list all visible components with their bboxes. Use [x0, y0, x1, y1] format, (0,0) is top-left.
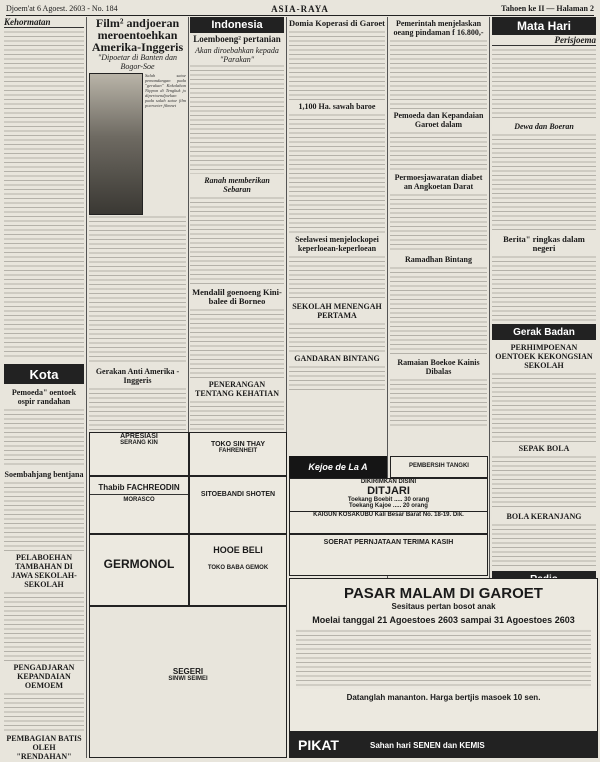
- ad-thabib: [89, 476, 189, 534]
- ad-title: Kejoe de La A: [308, 462, 368, 472]
- ad-situbandi: [189, 476, 287, 534]
- ad-title: PEMBERSIH TANGKI: [409, 463, 469, 469]
- section-heading: Perisjoema: [492, 35, 596, 46]
- masthead: [6, 2, 594, 16]
- article-text: [390, 131, 487, 171]
- article-heading: Soembahjang bentjana: [4, 470, 84, 479]
- article-heading: PENGADJARAN KEPANDAIAN OEMOEM: [13, 663, 75, 690]
- article-heading: SEPAK BOLA: [518, 444, 570, 453]
- article-heading: Gerakan Anti Amerika - Inggeris: [95, 367, 180, 385]
- ad-line: Toekang Kajoe ..... 20 orang: [349, 503, 428, 509]
- article-text: [492, 523, 596, 568]
- ad-kicker: DIKIRIMKAN DISINI: [360, 479, 417, 485]
- paper-title: ASIA-RAYA: [271, 3, 329, 14]
- article-text: [4, 692, 84, 732]
- section-banner-gerak-badan: Gerak Badan: [492, 324, 596, 340]
- article-heading: Seelawesi menjelockopei keperloean-keperloean: [295, 235, 379, 253]
- ad-subtitle: MORASCO: [123, 497, 155, 503]
- article-heading: PERHIMPOENAN OENTOEK KEKONGSIAN SEKOLAH: [495, 343, 593, 370]
- ad-subtitle: SERANG KIN: [120, 440, 158, 446]
- ad-title: PIKAT: [298, 737, 339, 753]
- ad-title: Thabib FACHREODIN: [98, 483, 180, 492]
- article-heading: Ramaian Boekoe Kainis Dibalas: [397, 358, 480, 376]
- article-text: [190, 64, 284, 174]
- ad-segeri: [89, 606, 287, 758]
- article-text: [492, 133, 596, 233]
- article-text: [289, 113, 385, 233]
- photo-caption: Salah satoe pemandangan pada "gerakan" Kekalahan Nippon di Tengkuk jo dipertoendjoekan pada salah satoe film poeroeter filmnet: [145, 73, 186, 108]
- section-banner-kota: Kota: [4, 364, 84, 384]
- lead-subhead: "Dipoetar di Banten dan Bogor-Soe: [97, 53, 178, 71]
- ad-soerat: [289, 534, 488, 576]
- section-banner-mata-hari: Mata Hari: [492, 17, 596, 35]
- article-text: [190, 196, 284, 286]
- issue-date: Djoem'at 6 Agoest. 2603 - No. 184: [6, 4, 118, 13]
- column-1: [4, 17, 84, 760]
- ad-title: SITOEBANDI SHOTEN: [200, 491, 276, 498]
- ad-title: DITJARI: [367, 485, 410, 497]
- ad-footer: Datanglah mananton. Harga bertjis masoek 10 sen.: [346, 693, 541, 702]
- ad-title: HOOE BELI: [213, 545, 263, 555]
- ad-apresiasi: [89, 432, 189, 476]
- article-heading: Dewa dan Boeran: [514, 122, 574, 131]
- ad-line: Toekang Boebit ..... 30 orang: [347, 497, 430, 503]
- article-heading: Pemoeda dan Kepandaian Garoet dalam: [393, 111, 484, 129]
- ad-germonol: [89, 534, 189, 606]
- article-text: [492, 255, 596, 321]
- article-text: [4, 591, 84, 661]
- ad-footer: KAIGUN KOSAKUBU Kali Besar Barat No. 18-19. Dik.: [290, 511, 487, 518]
- section-heading: Kehormatan: [4, 17, 84, 28]
- ad-subtitle: SINWI SEIMEI: [168, 676, 208, 682]
- article-text: [289, 30, 385, 100]
- article-text: [4, 408, 84, 468]
- lead-headline: Film² andjoeran meroentoehkan Amerika-Inggeris: [91, 17, 184, 54]
- lead-photo: [89, 73, 143, 215]
- article-text: [89, 215, 186, 365]
- ad-title: SEGERI: [172, 667, 204, 676]
- article-text: [390, 266, 487, 356]
- article-heading: Domia Koperasi di Garoet: [289, 18, 385, 28]
- ad-ditjari: [289, 478, 488, 534]
- ad-body: [296, 629, 591, 689]
- ad-subtitle: Sesitaus pertan bosot anak: [391, 602, 496, 611]
- article-text: [492, 372, 596, 442]
- issue-page: Tahoen ke II — Halaman 2: [501, 4, 594, 13]
- article-heading: 1,100 Ha. sawah baroe: [298, 102, 376, 111]
- ad-title: GERMONOL: [103, 557, 175, 571]
- article-text: [289, 365, 385, 390]
- article-text: [190, 308, 284, 378]
- ad-subtitle: Sahan hari SENEN dan KEMIS: [370, 741, 485, 750]
- article-text: [492, 48, 596, 120]
- ad-subtitle: FAHRENHEIT: [218, 448, 258, 454]
- article-heading: Ranah memberikan Sebaran: [204, 176, 270, 194]
- article-heading: Berita" ringkas dalam negeri: [503, 234, 585, 253]
- article-heading: Pemerintah menjelaskan oeang pindaman f 16.800,-: [393, 19, 484, 37]
- article-text: [4, 481, 84, 551]
- article-subhead: Akan diroebahkan kepada "Parakan": [195, 46, 279, 64]
- ad-title: TOKO SIN THAY: [210, 441, 266, 448]
- ad-title: PASAR MALAM DI GAROET: [344, 585, 543, 602]
- article-heading: PEMBAGIAN BATIS OLEH "RENDAHAN": [6, 734, 82, 760]
- ad-pasar-malam: [289, 578, 598, 732]
- ad-toko-sin-thay: [189, 432, 287, 476]
- ad-date: Moelai tanggal 21 Agoestoes 2603 sampai 31 Agoestoes 2603: [312, 615, 575, 625]
- article-text: [390, 39, 487, 109]
- article-heading: PENERANGAN TENTANG KEHATIAN: [195, 380, 279, 398]
- article-text: [289, 255, 385, 300]
- ad-hoof-beli: [189, 534, 287, 606]
- article-heading: Loemboeng² pertanian: [193, 34, 281, 44]
- ad-subtitle: TOKO BABA GEMOK: [207, 565, 269, 571]
- article-heading: SEKOLAH MENENGAH PERTAMA: [292, 302, 382, 320]
- ad-title: SOERAT PERNJATAAN TERIMA KASIH: [323, 539, 454, 546]
- article-heading: BOLA KERANJANG: [506, 512, 582, 521]
- article-text: [4, 30, 84, 360]
- article-text: [492, 455, 596, 510]
- section-banner-indonesia: Indonesia: [190, 17, 284, 33]
- article-heading: PELABOEHAN TAMBAHAN DI JAWA SEKOLAH-SEKOLAH: [11, 553, 77, 589]
- article-heading: Pemoeda" oentoek ospir randahan: [11, 388, 77, 406]
- ad-pembersih: [390, 456, 488, 478]
- ad-pikat: [289, 732, 598, 758]
- article-text: [390, 193, 487, 253]
- article-heading: Permoesjawaratan diabet an Angkoetan Darat: [394, 173, 483, 191]
- ad-title: APRESIASI: [120, 433, 158, 440]
- article-heading: Ramadhan Bintang: [405, 255, 472, 264]
- article-text: [289, 322, 385, 352]
- article-heading: GANDARAN BINTANG: [294, 354, 380, 363]
- article-heading: Mendalil goenoeng Kini-balee di Borneo: [192, 287, 282, 306]
- article-text: [390, 378, 487, 426]
